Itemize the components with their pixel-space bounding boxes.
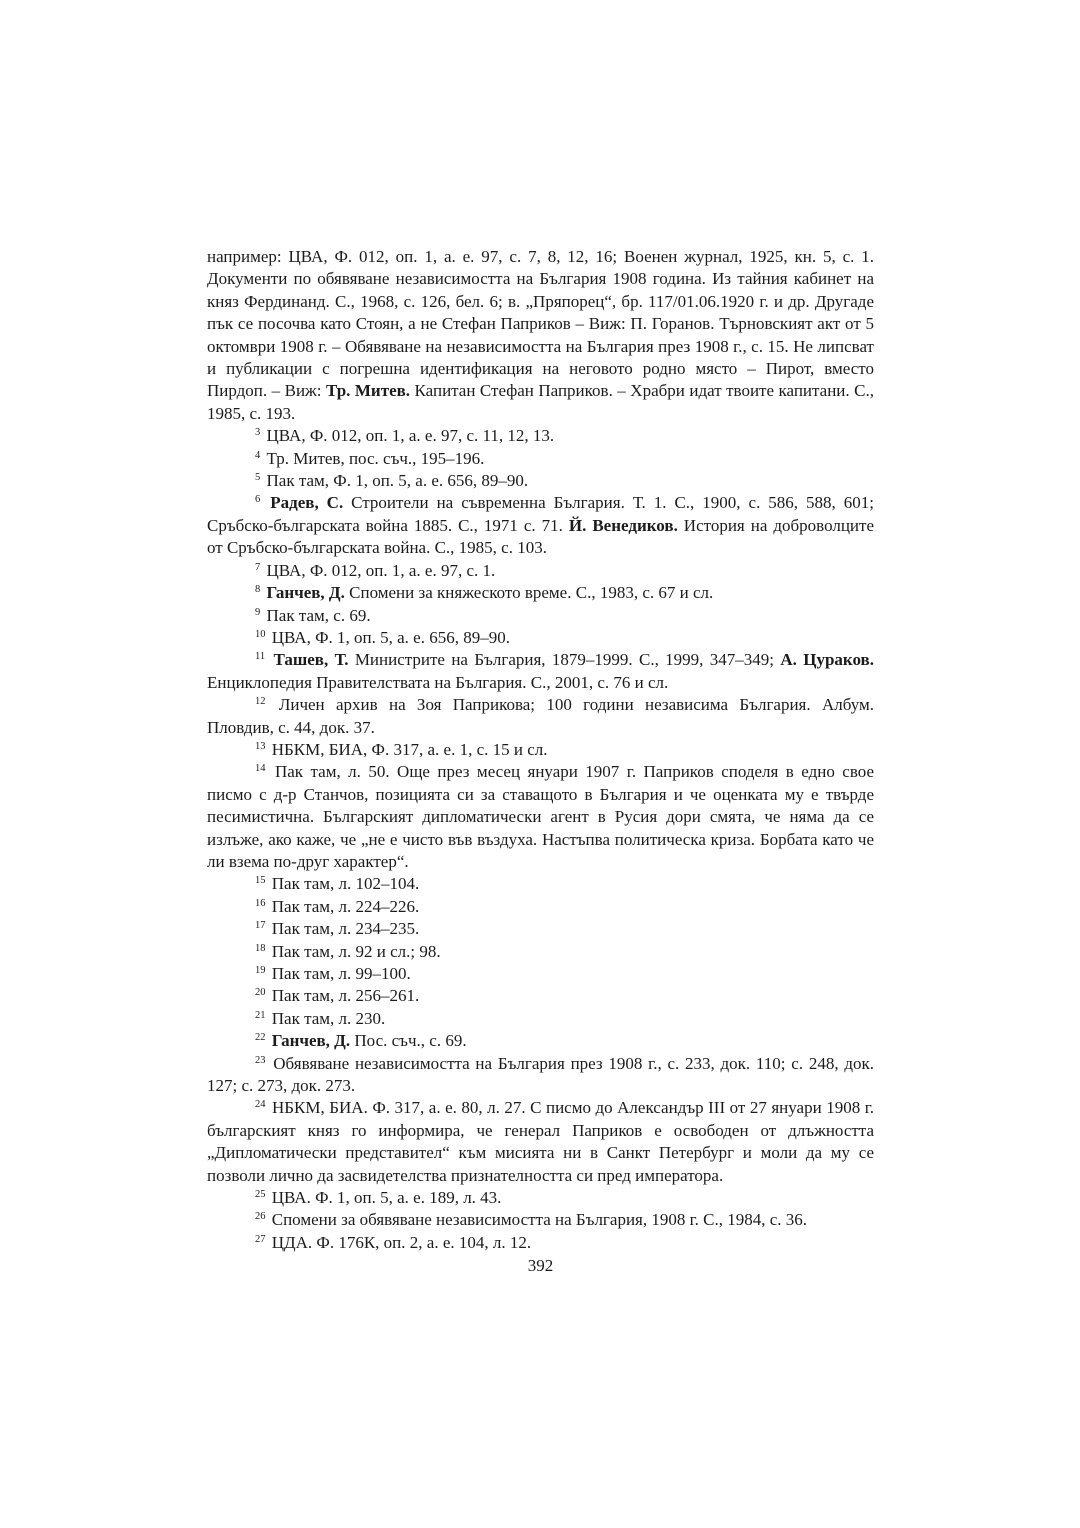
footnote-paragraph	[207, 1097, 874, 1187]
page-number: 392	[527, 1256, 554, 1275]
footnotes-text-block	[207, 246, 874, 1254]
footnote-paragraph	[207, 896, 874, 918]
footnote-marker: 3	[255, 427, 261, 439]
footnote-marker: 23	[255, 1054, 266, 1066]
footnote-marker: 18	[255, 942, 266, 954]
footnote-paragraph	[207, 739, 874, 761]
footnote-paragraph	[207, 761, 874, 873]
footnote-paragraph	[207, 582, 874, 604]
footnote-paragraph	[207, 1187, 874, 1209]
footnote-paragraph	[207, 1232, 874, 1254]
text-run: Спомени за княжеското време. С., 1983, с. 67 и сл.	[344, 583, 714, 603]
text-run: НБКМ, БИА, Ф. 317, а. е. 1, с. 15 и сл.	[271, 739, 548, 759]
footnote-marker: 4	[255, 449, 261, 461]
text-run: Министрите на България, 1879–1999. С., 1999, 347–349;	[348, 650, 781, 670]
footnote-marker: 9	[255, 606, 261, 618]
text-run: Пак там, л. 92 и сл.; 98.	[271, 941, 441, 961]
footnote-marker: 20	[255, 987, 266, 999]
text-run: Пак там, л. 99–100.	[271, 964, 411, 983]
footnote-marker: 15	[255, 875, 266, 887]
text-run: Спомени за обявяване независимостта на България, 1908 г. С., 1984, с. 36.	[271, 1210, 808, 1230]
footnote-paragraph	[207, 492, 874, 559]
footnote-marker: 16	[255, 897, 266, 909]
author-name-bold: Тр. Митев.	[326, 381, 411, 401]
footnote-marker: 26	[255, 1211, 266, 1223]
author-name-bold: А. Цураков.	[780, 650, 874, 670]
text-run: ЦДА. Ф. 176К, оп. 2, а. е. 104, л. 12.	[271, 1232, 532, 1252]
footnote-paragraph	[207, 425, 874, 447]
text-run: Пак там, л. 234–235.	[271, 919, 420, 939]
footnote-marker: 7	[255, 561, 261, 573]
text-run: Строители на съвременна България. Т. 1. С., 1900, с. 586, 588, 601; Сръбско-българската война 1885. С., 1971 с. 71.	[207, 493, 874, 535]
text-run: ЦВА, Ф. 012, оп. 1, а. е. 97, с. 11, 12, 13.	[266, 426, 555, 446]
text-run: ЦВА, Ф. 1, оп. 5, а. е. 656, 89–90.	[271, 627, 510, 647]
text-run: Капитан Стефан Паприков. – Храбри идат твоите капитани. С., 1985, с. 193.	[207, 381, 874, 423]
footnote-paragraph	[207, 649, 874, 694]
footnote-paragraph	[207, 470, 874, 492]
author-name-bold: Ганчев, Д.	[266, 583, 345, 603]
footnote-marker: 22	[255, 1032, 266, 1044]
footnote-paragraph	[207, 985, 874, 1007]
footnote-marker: 24	[255, 1099, 266, 1111]
text-run: Енциклопедия Правителствата на България. С., 2001, с. 76 и сл.	[207, 672, 669, 692]
footnote-marker: 8	[255, 584, 261, 596]
text-run: Пак там, л. 230.	[271, 1008, 386, 1028]
footnote-paragraph	[207, 941, 874, 963]
text-run: Пак там, с. 69.	[266, 605, 371, 625]
footnote-paragraph	[207, 605, 874, 627]
footnote-marker: 10	[255, 628, 266, 640]
text-run: Обявяване независимостта на България през 1908 г., с. 233, док. 110; с. 248, док. 127; с. 273, док. 273.	[207, 1053, 875, 1096]
footnote-paragraph	[207, 694, 874, 739]
footnote-marker: 27	[255, 1233, 266, 1245]
footnote-paragraph	[207, 1030, 874, 1052]
footnote-marker: 21	[255, 1009, 266, 1021]
text-run: ЦВА, Ф. 012, оп. 1, а. е. 97, с. 1.	[266, 560, 496, 580]
text-run: Пос. съч., с. 69.	[350, 1031, 467, 1051]
author-name-bold: Ташев, Т.	[273, 650, 349, 670]
footnote-marker: 19	[255, 965, 266, 976]
footnote-paragraph	[207, 1053, 874, 1098]
text-run: Пак там, Ф. 1, оп. 5, а. е. 656, 89–90.	[266, 471, 529, 491]
footnote-marker: 11	[255, 651, 266, 663]
text-run: Пак там, л. 256–261.	[271, 986, 420, 1006]
footnote-marker: 14	[255, 763, 266, 775]
footnote-marker: 25	[255, 1189, 266, 1201]
text-run: ЦВА. Ф. 1, оп. 5, а. е. 189, л. 43.	[271, 1188, 502, 1208]
author-name-bold: Радев, С.	[270, 493, 344, 513]
text-run: например: ЦВА, Ф. 012, оп. 1, а. е. 97, с. 7, 8, 12, 16; Военен журнал, 1925, кн. 5, с. 1. Документи по обявяване независимостта на България 1908 година. Из тайния кабинет на княз Фердинанд. С., 1968, с. 126, бел. 6; в. „Пряпорец“, бр. 117/01.06.1920 г. и др. Другаде пък се посочва като Стоян, а не Стефан Паприков – Виж: П. Горанов. Търновският акт от 5 октомври 1908 г. – Обявяване на независимостта на България през 1908 г., с. 15. Не липсват и публикации с погрешна идентификация на неговото родно място – Пирот, вместо Пирдоп. – Виж:	[207, 247, 874, 401]
footnote-paragraph	[207, 627, 874, 649]
footnote-paragraph	[207, 448, 874, 470]
footnote-paragraph	[207, 963, 874, 985]
footnote-paragraph	[207, 873, 874, 895]
footnote-paragraph	[207, 560, 874, 582]
footnote-paragraph	[207, 1008, 874, 1030]
footnote-paragraph	[207, 918, 874, 940]
text-run: НБКМ, БИА. Ф. 317, а. е. 80, л. 27. С писмо до Александър III от 27 януари 1908 г. българският княз го информира, че генерал Паприков е освободен от длъжността „Дипломатически представител“ към мисията ни в Санкт Петербург и моли да му се позволи лично да засвидетелства признателността си пред императора.	[207, 1098, 875, 1185]
footnote-marker: 17	[255, 920, 266, 932]
footnote-paragraph	[207, 1209, 874, 1231]
text-run: Пак там, л. 224–226.	[271, 896, 420, 916]
text-run: Тр. Митев, пос. съч., 195–196.	[266, 448, 485, 468]
author-name-bold: Й. Венедиков.	[568, 515, 678, 535]
text-run: История на доброволците от Сръбско-българската война. С., 1985, с. 103.	[207, 515, 874, 558]
text-run: Личен архив на Зоя Паприкова; 100 години независима България. Албум. Пловдив, с. 44, док. 37.	[207, 695, 874, 737]
continuation-paragraph	[207, 246, 874, 425]
footnote-marker: 13	[255, 740, 266, 752]
text-run: Пак там, л. 102–104.	[271, 874, 420, 894]
text-run: Пак там, л. 50. Още през месец януари 1907 г. Паприков споделя в едно свое писмо с д-р Станчов, позицията си за ставащото в България и че оценката му е твърде песимистична. Българският дипломатически агент в Русия дори смята, че няма да се излъже, ако каже, че „не е чисто във въздуха. Настъпва политическа криза. Борбата като че ли взема по-друг характер“.	[207, 762, 875, 871]
footnote-marker: 12	[255, 696, 266, 708]
footnote-marker: 6	[255, 494, 261, 506]
author-name-bold: Ганчев, Д.	[271, 1031, 351, 1051]
footnote-marker: 5	[255, 472, 261, 484]
